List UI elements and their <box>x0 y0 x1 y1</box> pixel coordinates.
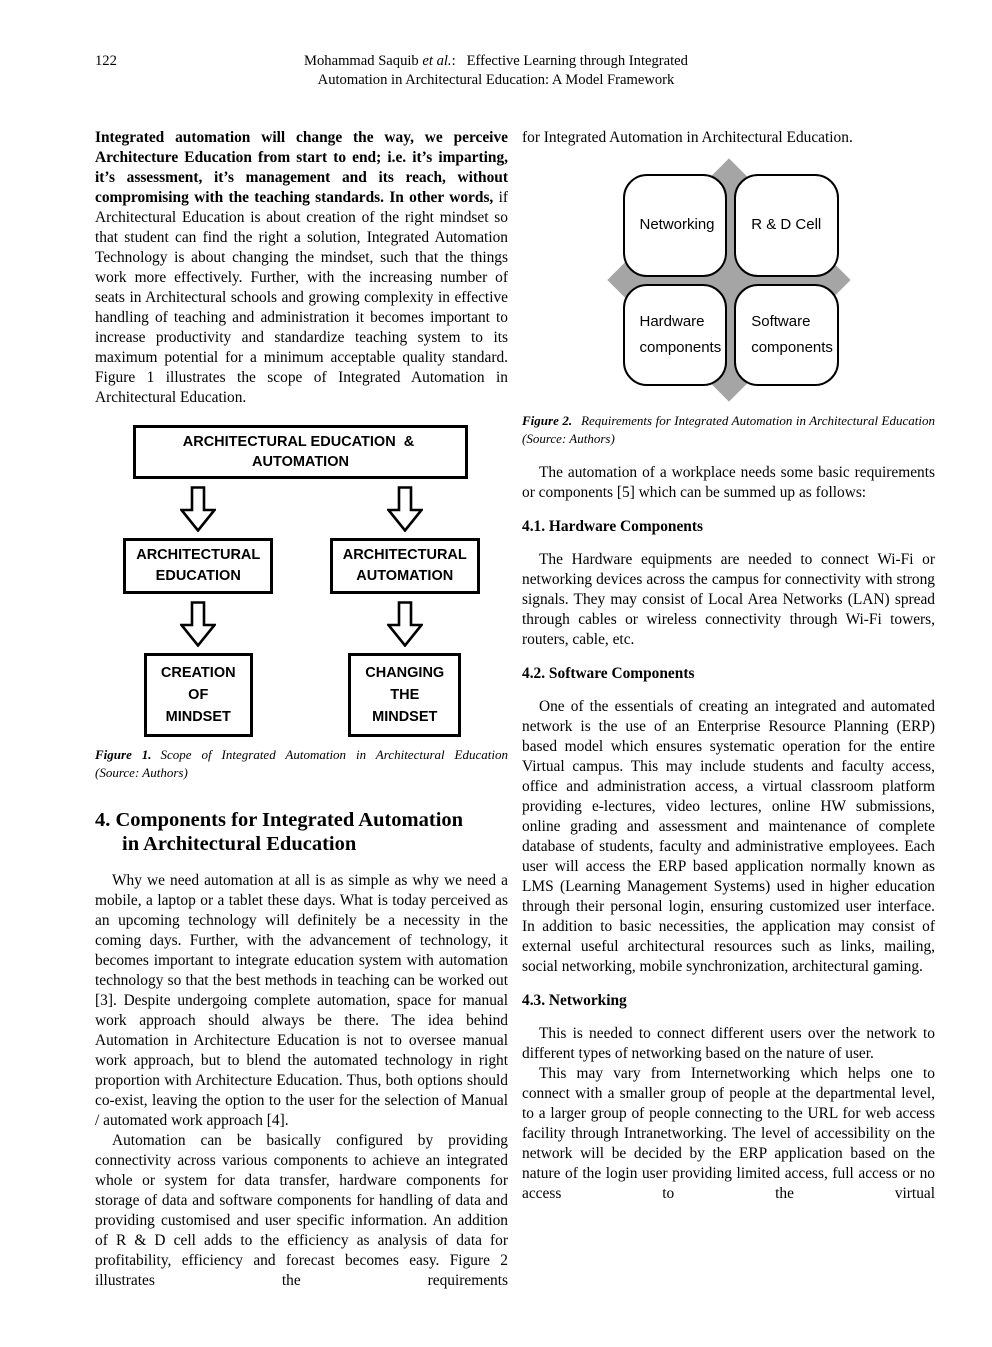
figure2-caption-label: Figure 2. <box>522 413 573 428</box>
intro-paragraph-bold: Integrated automation will change the way, we perceive Architecture Education from start to end; i.e. it’s imparting, it’s assessment, it’s management and its reach, without compromising with the teaching standards. In other words, <box>95 129 508 206</box>
body-paragraph: This is needed to connect different users over the network to different types of networking based on the nature of user. <box>522 1025 935 1062</box>
figure1-caption-label: Figure 1. <box>95 747 152 762</box>
section-heading-4-1: 4.1. Hardware Components <box>522 518 703 535</box>
figure1-box-line: CREATION <box>160 665 236 681</box>
figure1-right-branch <box>302 479 509 737</box>
continuation-paragraph: for Integrated Automation in Architectural Education. <box>522 129 853 146</box>
intro-paragraph-rest: if Architectural Education is about creation of the right mindset so that student can find the right a solution, Integrated Automation Technology is about changing the mindset, such that the things work more effectively. Further, with the increasing number of seats in Architectural schools and growing complexity in effective handling of teaching and administration it becomes important to increase productivity and standardize teaching system to its maximum potential for a minimum acceptable quality standard. Figure 1 illustrates the scope of Integrated Automation in Architectural Education. <box>95 189 509 406</box>
body-paragraph: The automation of a workplace needs some basic requirements or components [5] which can be summed up as follows: <box>522 464 935 501</box>
figure1-box-changing-the-mindset <box>348 653 461 737</box>
body-paragraph: One of the essentials of creating an integrated and automated network is the use of an Enterprise Resource Planning (ERP) based model which ensures systematic operation for the entire Virtual campus. This may include students and faculty access, office and administration access, a virtual classroom platform providing e-lectures, video lectures, online HW submissions, online grading and assessment and maintenance of complete database of students, faculty and administrative employees. Each user will access the ERP based application normally known as LMS (Learning Management Systems) used in higher education through their personal login, ensuring customized user interface. In addition to basic necessities, the application may consist of external useful architectural resources such as links, mailing, social networking, mobile synchronization, architectural gaming. <box>522 698 935 975</box>
figure1-box-line: THE <box>390 687 420 703</box>
figure1-box-line: MINDSET <box>165 709 231 725</box>
figure1-box-line: CHANGING <box>365 665 445 681</box>
figure1-grid <box>95 479 508 737</box>
running-head-title1: : Effective Learning through Integrated <box>451 53 688 69</box>
figure1-box-line: EDUCATION <box>155 568 241 584</box>
running-head-etal: et al. <box>422 53 452 69</box>
down-arrow-icon <box>387 486 423 532</box>
figure1-box-creation-of-mindset <box>144 653 253 737</box>
figure1-box-architectural-education <box>123 538 273 594</box>
two-column-body <box>95 128 935 1291</box>
down-arrow-icon <box>180 486 216 532</box>
figure1-box-line: OF <box>188 687 209 703</box>
figure2-box-hardware-components: Hardware components <box>623 284 728 387</box>
running-head-author: Mohammad Saquib <box>304 53 423 69</box>
figure1-caption <box>95 746 508 781</box>
figure1-box-architectural-automation <box>330 538 480 594</box>
figure1-caption-text: Scope of Integrated Automation in Architectural Education (Source: Authors) <box>95 747 508 780</box>
down-arrow-icon <box>180 601 216 647</box>
figure1-left-branch <box>95 479 302 737</box>
left-column <box>95 128 508 1291</box>
body-paragraph: Automation can be basically configured by providing connectivity across various components to achieve an integrated whole or system for data transfer, hardware components for storage of data and software components for handling of data and providing customised and user specific information. An addition of R & D cell adds to the efficiency as analysis of data for profitability, efficiency and forecast becomes easy. Figure 2 illustrates the requirements <box>95 1132 508 1289</box>
figure1-box-line: AUTOMATION <box>356 568 454 584</box>
body-paragraph: The Hardware equipments are needed to connect Wi-Fi or networking devices across the campus for connectivity with strong signals. They may consist of Local Area Networks (LAN) spread through cables or wireless connectivity through Wi-Fi towers, routers, cable, etc. <box>522 551 935 648</box>
figure2-caption <box>522 412 935 447</box>
figure2-grid <box>623 174 835 386</box>
page-number: 122 <box>95 53 117 69</box>
figure1-box-line: ARCHITECTURAL <box>342 547 467 563</box>
figure2-box-networking: Networking <box>623 174 728 277</box>
right-column <box>522 128 935 1291</box>
figure2-box-software-components: Software components <box>734 284 839 387</box>
running-head-line1 <box>0 52 992 71</box>
figure1-box-line: MINDSET <box>372 709 438 725</box>
figure2-matrix <box>623 174 835 386</box>
section-heading-4-2: 4.2. Software Components <box>522 665 695 682</box>
section-heading-4-3: 4.3. Networking <box>522 992 627 1009</box>
figure1-title-box: ARCHITECTURAL EDUCATION & AUTOMATION <box>133 425 468 479</box>
figure2-caption-text: Requirements for Integrated Automation in Architectural Education (Source: Authors) <box>522 413 935 446</box>
figure2-box-rd-cell: R & D Cell <box>734 174 839 277</box>
intro-paragraph <box>95 128 508 408</box>
figure1-box-line: ARCHITECTURAL <box>136 547 261 563</box>
section-heading-4: 4. Components for Integrated Automation in Architectural Education <box>95 809 464 855</box>
body-paragraph: Why we need automation at all is as simple as why we need a mobile, a laptop or a tablet these days. What is today perceived as an upcoming technology will definitely be a necessity in the coming days. Further, with the advancement of technology, it becomes important to integrate education system with automation technology so that the best methods in teaching can be worked out [3]. Despite undergoing complete automation, space for manual work approach should always be there. The idea behind Automation in Architecture Education is not to oversee manual work approach, but to blend the automated technology in right proportion with Architecture Education. Thus, both options should co-exist, leaving the option to the user for the selection of Manual / automated work approach [4]. <box>95 872 508 1129</box>
figure2-diagram <box>522 174 935 447</box>
body-paragraph: This may vary from Internetworking which helps one to connect with a smaller group of people at the departmental level, to a larger group of people connecting to the URL for web access facility through Intranetworking. The level of accessibility on the network will be decided by the ERP application based on the nature of the login user providing limited access, full access or no access to the virtual <box>522 1065 935 1202</box>
figure1-diagram <box>95 425 508 737</box>
running-head-line2: Automation in Architectural Education: A Model Framework <box>317 72 675 88</box>
running-head <box>0 52 992 90</box>
down-arrow-icon <box>387 601 423 647</box>
